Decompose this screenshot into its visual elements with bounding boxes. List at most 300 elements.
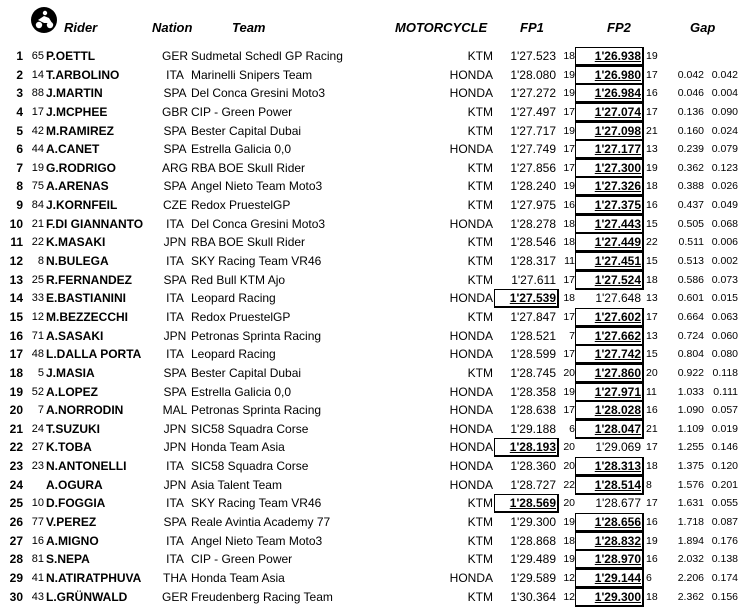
rider-number: 33 (31, 292, 44, 305)
table-row (0, 140, 745, 159)
rider-number: 24 (31, 422, 44, 435)
rider-name: J.MASIA (46, 365, 95, 380)
gap-to-previous: 0.123 (711, 161, 738, 174)
gap-to-previous: 0.026 (711, 180, 738, 193)
rider-name: G.RODRIGO (46, 160, 117, 175)
motorcycle: KTM (467, 123, 493, 138)
rider-nation: ITA (166, 552, 184, 567)
table-row (0, 308, 745, 327)
fp2-lap: 19 (646, 534, 658, 547)
rider-nation: SPA (163, 179, 187, 194)
rider-position: 20 (9, 403, 23, 418)
rider-name: E.BASTIANINI (46, 291, 127, 306)
fp2-lap: 18 (646, 180, 658, 193)
table-row (0, 364, 745, 383)
fp2-time: 1'26.984 (580, 86, 641, 100)
rider-name: D.FOGGIA (46, 496, 106, 511)
gap-to-previous: 0.201 (711, 478, 738, 491)
gap-to-first: 0.601 (677, 292, 704, 305)
gap-to-previous: 0.079 (711, 143, 738, 156)
rider-number: 42 (31, 124, 44, 137)
motorcycle: HONDA (449, 142, 493, 157)
rider-number: 77 (31, 516, 44, 529)
gap-to-first: 1.109 (677, 422, 704, 435)
rider-nation: SPA (163, 384, 187, 399)
fp1-time: 1'28.569 (497, 496, 556, 510)
table-row (0, 569, 745, 588)
rider-number: 14 (31, 68, 44, 81)
fp2-lap: 15 (646, 217, 658, 230)
team-name: Bester Capital Dubai (191, 123, 302, 138)
fp1-lap: 19 (563, 180, 575, 193)
team-name: SKY Racing Team VR46 (191, 254, 322, 269)
team-name: Honda Team Asia (191, 440, 285, 455)
gap-to-first: 1.255 (677, 441, 704, 454)
rider-nation: ITA (166, 291, 184, 306)
fp1-time: 1'28.546 (510, 235, 556, 250)
rider-nation: GER (162, 589, 189, 604)
gap-to-first: 0.239 (677, 143, 704, 156)
fp1-lap: 17 (563, 273, 575, 286)
fp2-lap: 16 (646, 553, 658, 566)
motorcycle: KTM (467, 49, 493, 63)
team-name: Del Conca Gresini Moto3 (191, 216, 326, 231)
motorcycle: KTM (467, 496, 493, 511)
gap-column-header: Gap (690, 20, 716, 35)
rider-position: 3 (16, 86, 23, 101)
rider-name: J.MCPHEE (46, 104, 108, 119)
rider-name: T.SUZUKI (46, 421, 100, 436)
fp1-lap: 6 (569, 422, 575, 435)
gap-to-previous: 0.063 (711, 310, 738, 323)
motorcycle: HONDA (449, 477, 493, 492)
fp1-time: 1'27.272 (510, 86, 556, 101)
table-row (0, 215, 745, 234)
nation-column-header: Nation (152, 20, 193, 35)
rider-column-header: Rider (64, 20, 98, 35)
rider-nation: JPN (163, 235, 187, 250)
motorcycle: HONDA (449, 421, 493, 436)
motorcycle: HONDA (449, 570, 493, 585)
rider-position: 10 (9, 216, 23, 231)
rider-number: 22 (31, 236, 44, 249)
rider-name: P.OETTL (46, 49, 96, 63)
gap-to-first: 0.922 (677, 366, 704, 379)
fp2-lap: 18 (646, 273, 658, 286)
rider-nation: JPN (163, 440, 187, 455)
gap-to-first: 0.513 (677, 255, 704, 268)
fp1-lap: 17 (563, 348, 575, 361)
gap-to-first: 1.576 (677, 478, 704, 491)
fp1-lap: 7 (569, 329, 575, 342)
rider-name: A.NORRODIN (46, 403, 124, 418)
gap-to-previous: 0.118 (712, 366, 738, 379)
team-name: Angel Nieto Team Moto3 (191, 179, 323, 194)
gap-to-first: 1.631 (677, 497, 704, 510)
motorcycle: KTM (467, 254, 493, 269)
rider-position: 17 (9, 347, 23, 362)
gap-to-previous: 0.049 (711, 199, 738, 212)
fp2-time: 1'27.177 (580, 142, 641, 156)
motorcycle: HONDA (449, 459, 493, 474)
gap-to-first: 0.437 (677, 199, 704, 212)
gap-to-previous: 0.073 (711, 273, 738, 286)
rider-name: A.ARENAS (46, 179, 109, 194)
gap-to-first: 1.033 (677, 385, 704, 398)
rider-name: V.PEREZ (46, 515, 97, 530)
rider-position: 23 (9, 459, 23, 474)
fp2-time: 1'28.832 (580, 534, 641, 548)
rider-nation: GER (162, 49, 189, 63)
motorcycle: KTM (467, 104, 493, 119)
rider-position: 12 (9, 254, 23, 269)
fp2-lap: 17 (646, 68, 658, 81)
gap-to-previous: 0.055 (711, 497, 738, 510)
rider-position: 21 (9, 421, 23, 436)
motorcycle: HONDA (449, 384, 493, 399)
fp1-lap: 19 (563, 516, 575, 529)
rider-nation: JPN (163, 328, 187, 343)
fp1-lap: 18 (563, 534, 575, 547)
motorcycle: KTM (467, 365, 493, 380)
rider-position: 27 (9, 533, 23, 548)
rider-position: 9 (16, 198, 23, 213)
fp1-time: 1'28.080 (510, 67, 556, 82)
fp2-lap: 18 (646, 590, 658, 603)
fp1-lap: 17 (563, 161, 575, 174)
rider-position: 8 (16, 179, 23, 194)
table-row (0, 401, 745, 420)
gap-to-previous: 0.156 (711, 590, 738, 603)
gap-to-previous: 0.057 (711, 404, 738, 417)
rider-number: 52 (31, 385, 44, 398)
rider-name: M.BEZZECCHI (46, 309, 128, 324)
table-row (0, 532, 745, 551)
fp1-lap: 17 (563, 105, 575, 118)
rider-number: 41 (31, 571, 44, 584)
gap-to-previous: 0.060 (711, 329, 738, 342)
rider-number: 7 (37, 404, 44, 417)
fp1-lap: 18 (563, 292, 575, 305)
fp1-time: 1'28.638 (510, 403, 556, 418)
fp1-time: 1'28.599 (510, 347, 556, 362)
gap-to-previous: 0.006 (711, 236, 738, 249)
fp2-lap: 18 (646, 460, 658, 473)
table-row (0, 47, 745, 66)
table-row (0, 159, 745, 178)
fp2-lap: 21 (646, 422, 658, 435)
fp2-time: 1'28.514 (580, 478, 641, 492)
fp2-time: 1'27.742 (580, 347, 641, 361)
rider-name: K.TOBA (46, 440, 92, 455)
rider-name: L.DALLA PORTA (46, 347, 142, 362)
rider-nation: ITA (166, 254, 184, 269)
fp1-time: 1'28.317 (510, 254, 556, 269)
fp1-lap: 17 (563, 310, 575, 323)
table-row (0, 383, 745, 402)
team-name: Leopard Racing (191, 347, 276, 362)
fp1-time: 1'28.745 (510, 365, 556, 380)
team-name: CIP - Green Power (191, 552, 293, 567)
fp1-time: 1'27.975 (510, 198, 556, 213)
fp1-lap: 19 (563, 124, 575, 137)
fp2-lap: 8 (646, 478, 652, 491)
gap-to-previous: 0.120 (711, 460, 738, 473)
gap-to-first: 0.388 (677, 180, 704, 193)
team-name: Angel Nieto Team Moto3 (191, 533, 323, 548)
table-row (0, 103, 745, 122)
table-row (0, 550, 745, 569)
fp2-lap: 17 (646, 105, 658, 118)
team-name: SKY Racing Team VR46 (191, 496, 322, 511)
fp2-lap: 16 (646, 516, 658, 529)
team-name: Leopard Racing (191, 291, 276, 306)
fp2-lap: 15 (646, 255, 658, 268)
gap-to-first: 0.505 (677, 217, 704, 230)
fp2-lap: 17 (646, 497, 658, 510)
rider-nation: SPA (163, 515, 187, 530)
fp2-lap: 13 (646, 292, 658, 305)
fp1-time: 1'28.240 (510, 179, 556, 194)
team-name: Estrella Galicia 0,0 (191, 384, 292, 399)
fp2-time: 1'27.648 (595, 291, 641, 306)
rider-number: 12 (31, 310, 44, 323)
team-name: Petronas Sprinta Racing (191, 403, 322, 418)
rider-nation: ITA (166, 459, 184, 474)
table-row (0, 476, 745, 495)
motorcycle: KTM (467, 198, 493, 213)
rider-name: S.NEPA (46, 552, 90, 567)
team-name: CIP - Green Power (191, 104, 293, 119)
team-name: Freudenberg Racing Team (191, 589, 333, 604)
team-name: Petronas Sprinta Racing (191, 328, 322, 343)
team-name: Honda Team Asia (191, 570, 285, 585)
rider-number: 19 (31, 161, 44, 174)
fp2-lap: 6 (646, 571, 652, 584)
motorcycle: HONDA (449, 86, 493, 101)
rider-nation: CZE (163, 198, 187, 213)
rider-name: T.ARBOLINO (46, 67, 120, 82)
rider-name: F.DI GIANNANTO (46, 216, 144, 231)
fp2-time: 1'28.656 (580, 515, 641, 529)
rider-position: 11 (10, 235, 23, 250)
fp1-lap: 17 (563, 404, 575, 417)
fp1-lap: 18 (563, 50, 575, 62)
fp1-lap: 18 (563, 236, 575, 249)
fp2-lap: 16 (646, 87, 658, 100)
fp1-time: 1'28.358 (510, 384, 556, 399)
rider-name: R.FERNANDEZ (46, 272, 132, 287)
rider-number: 71 (31, 329, 44, 342)
fp2-lap: 21 (646, 124, 658, 137)
rider-nation: ITA (166, 309, 184, 324)
rider-number: 27 (31, 441, 44, 454)
fp1-time: 1'28.360 (510, 459, 556, 474)
rider-nation: JPN (163, 421, 187, 436)
motorcycle: KTM (467, 179, 493, 194)
gap-to-first: 0.042 (677, 68, 704, 81)
rider-number: 48 (31, 348, 44, 361)
fp1-lap: 20 (563, 366, 575, 379)
fp2-lap: 16 (646, 404, 658, 417)
rider-position: 30 (9, 589, 23, 604)
gap-to-previous: 0.068 (711, 217, 738, 230)
fp1-time: 1'27.749 (510, 142, 556, 157)
motorcycle: HONDA (449, 67, 493, 82)
rider-position: 1 (16, 49, 23, 63)
rider-number: 81 (31, 553, 44, 566)
fp1-lap: 19 (563, 87, 575, 100)
rider-position: 6 (16, 142, 23, 157)
rider-position: 4 (16, 104, 23, 119)
rider-nation: SPA (163, 365, 187, 380)
fp1-time: 1'30.364 (510, 589, 556, 604)
team-name: Redox PruestelGP (191, 309, 291, 324)
rider-number: 84 (31, 199, 44, 212)
fp2-time: 1'27.602 (580, 310, 641, 324)
team-name: Sudmetal Schedl GP Racing (191, 49, 343, 63)
fp2-time: 1'27.098 (580, 124, 641, 138)
rider-name: J.KORNFEIL (46, 198, 118, 213)
rider-name: M.RAMIREZ (46, 123, 114, 138)
gap-to-first: 1.375 (677, 460, 704, 473)
fp2-time: 1'27.375 (580, 198, 641, 212)
team-name: SIC58 Squadra Corse (191, 459, 309, 474)
rider-name: N.ANTONELLI (46, 459, 127, 474)
fp1-lap: 22 (563, 478, 575, 491)
gap-to-previous: 0.174 (711, 571, 738, 584)
fp2-time: 1'27.074 (580, 105, 641, 119)
fp1-lap: 19 (563, 68, 575, 81)
rider-number: 44 (31, 143, 44, 156)
team-column-header: Team (232, 20, 266, 35)
rider-name: A.SASAKI (46, 328, 104, 343)
fp2-lap: 19 (646, 50, 658, 62)
rider-nation: ITA (166, 533, 184, 548)
gap-to-first: 1.090 (677, 404, 704, 417)
team-name: Marinelli Snipers Team (191, 67, 313, 82)
rider-position: 25 (9, 496, 23, 511)
table-row (0, 457, 745, 476)
rider-number: 43 (31, 590, 44, 603)
rider-nation: GBR (162, 104, 189, 119)
gap-to-first: 0.511 (678, 236, 704, 249)
rider-position: 13 (9, 272, 23, 287)
table-row (0, 271, 745, 290)
motorcycle: KTM (467, 272, 493, 287)
fp1-lap: 11 (564, 255, 575, 268)
fp1-time: 1'27.523 (510, 49, 556, 63)
rider-nation: ITA (166, 347, 184, 362)
team-name: Del Conca Gresini Moto3 (191, 86, 326, 101)
results-table (0, 47, 745, 606)
rider-nation: ITA (166, 496, 184, 511)
rider-nation: SPA (163, 123, 187, 138)
rider-position: 14 (9, 291, 23, 306)
fp1-lap: 20 (563, 441, 575, 454)
gap-to-first: 0.724 (677, 329, 704, 342)
rider-nation: ARG (162, 160, 189, 175)
gap-to-previous: 0.015 (711, 292, 738, 305)
motorcycle-rider-icon (30, 6, 58, 34)
motorcycle: KTM (467, 235, 493, 250)
motorcycle: HONDA (449, 403, 493, 418)
fp2-time: 1'29.300 (580, 590, 641, 604)
team-name: Asia Talent Team (191, 477, 282, 492)
fp2-lap: 17 (646, 310, 658, 323)
fp2-time: 1'27.971 (580, 385, 641, 399)
fp2-time: 1'28.677 (595, 496, 641, 511)
rider-position: 29 (9, 570, 23, 585)
fp1-time: 1'27.717 (510, 123, 556, 138)
motorcycle: HONDA (449, 328, 493, 343)
rider-position: 7 (16, 160, 23, 175)
rider-number: 5 (37, 366, 44, 379)
motorcycle: KTM (467, 533, 493, 548)
table-row (0, 252, 745, 271)
gap-to-previous: 0.176 (711, 534, 738, 547)
fp2-time: 1'27.662 (580, 329, 641, 343)
fp2-lap: 13 (646, 329, 658, 342)
motorcycle: HONDA (449, 216, 493, 231)
fp2-time: 1'29.069 (595, 440, 641, 455)
rider-number: 16 (31, 534, 44, 547)
fp1-lap: 18 (563, 217, 575, 230)
gap-to-previous: 0.019 (711, 422, 738, 435)
table-row (0, 327, 745, 346)
rider-position: 24 (9, 477, 23, 492)
fp2-column-header: FP2 (607, 20, 631, 35)
gap-to-first: 2.206 (677, 571, 704, 584)
gap-to-previous: 0.024 (711, 124, 738, 137)
table-row (0, 84, 745, 103)
rider-nation: JPN (163, 477, 187, 492)
gap-to-first: 0.362 (677, 161, 704, 174)
gap-to-previous: 0.146 (711, 441, 738, 454)
rider-position: 19 (9, 384, 23, 399)
team-name: Estrella Galicia 0,0 (191, 142, 292, 157)
rider-name: J.MARTIN (46, 86, 103, 101)
rider-position: 2 (16, 67, 23, 82)
team-name: Bester Capital Dubai (191, 365, 302, 380)
rider-number: 10 (31, 497, 44, 510)
fp2-time: 1'27.300 (580, 161, 641, 175)
rider-name: N.BULEGA (46, 254, 109, 269)
rider-nation: SPA (163, 142, 187, 157)
table-row (0, 177, 745, 196)
table-row (0, 289, 745, 308)
rider-number: 21 (31, 217, 44, 230)
rider-number: 88 (31, 87, 44, 100)
motorcycle: KTM (467, 160, 493, 175)
rider-number: 8 (37, 255, 44, 268)
table-row (0, 588, 745, 607)
rider-name: L.GRÜNWALD (46, 589, 128, 604)
table-row (0, 122, 745, 141)
fp2-time: 1'27.449 (580, 235, 641, 249)
rider-number: 17 (31, 105, 44, 118)
rider-number: 75 (31, 180, 44, 193)
fp1-time: 1'29.188 (510, 421, 556, 436)
fp1-time: 1'29.489 (510, 552, 556, 567)
gap-to-first: 0.664 (677, 310, 704, 323)
gap-to-first: 0.136 (677, 105, 704, 118)
motorcycle: KTM (467, 589, 493, 604)
rider-nation: ITA (166, 216, 184, 231)
gap-to-first: 0.160 (677, 124, 704, 137)
rider-position: 28 (9, 552, 23, 567)
table-row (0, 66, 745, 85)
